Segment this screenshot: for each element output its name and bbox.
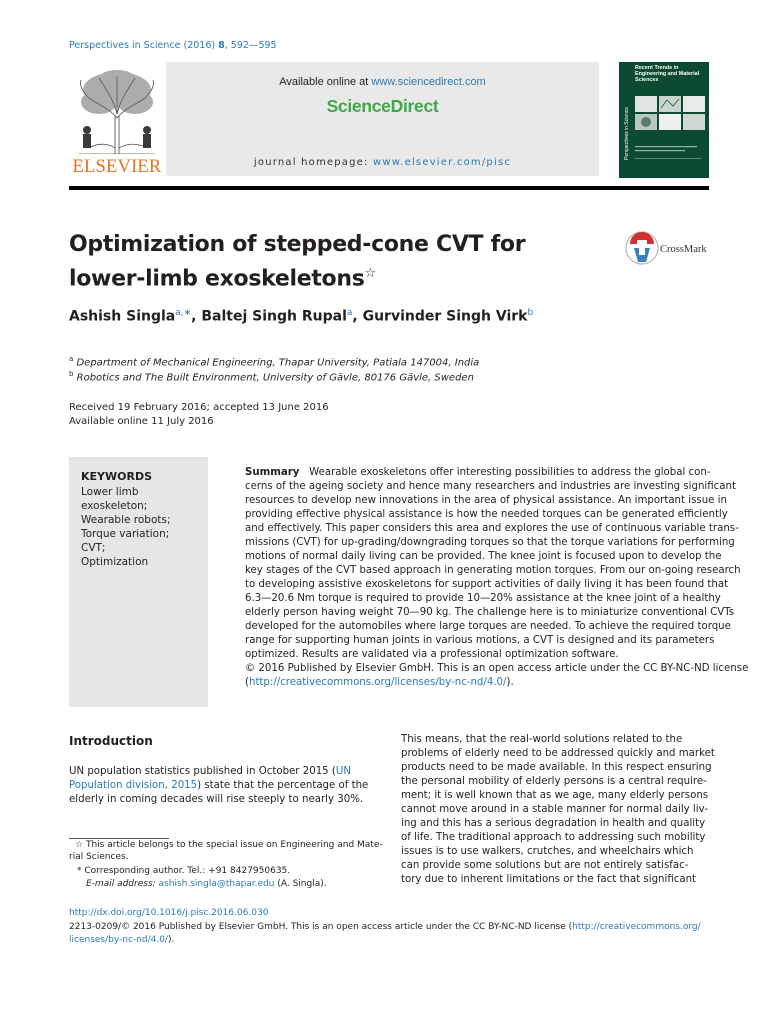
header-rule: [69, 186, 709, 190]
title-line-2: [69, 259, 589, 293]
journal-name: Perspectives in Science (2016): [69, 40, 216, 51]
license-open: (: [245, 677, 249, 688]
homepage-prefix: journal homepage:: [253, 157, 373, 168]
journal-cover-image[interactable]: [619, 62, 709, 178]
intro-line: [69, 780, 368, 791]
homepage-link[interactable]: www.elsevier.com/pisc: [373, 157, 512, 168]
cover-title: Recent Trends in Engineering and Material Sciences: [635, 65, 700, 84]
footnote-email: [86, 879, 327, 889]
author-affiliation-mark[interactable]: b: [527, 308, 534, 318]
summary-line: key stages of the CVT based approach in generating motion torques. From our on-going research: [245, 565, 741, 576]
journal-volume: 8: [218, 40, 225, 51]
sciencedirect-link[interactable]: www.sciencedirect.com: [371, 76, 486, 88]
introduction-heading: Introduction: [69, 734, 153, 748]
footnote-rule: [69, 838, 169, 839]
svg-text:Perspectives in Science: Perspectives in Science: [624, 106, 630, 160]
available-prefix: Available online at: [279, 76, 372, 88]
affiliation-b: [69, 370, 474, 383]
keyword-item: Torque variation;: [81, 528, 170, 540]
body-line: cannot move around in a stable manner for normal daily liv-: [401, 804, 709, 815]
keyword-item: exoskeleton;: [81, 500, 148, 512]
journal-pages: , 592—595: [224, 40, 277, 51]
author-separator: ,: [191, 308, 202, 325]
doi-link[interactable]: http://dx.doi.org/10.1016/j.pisc.2016.06.030: [69, 908, 269, 918]
body-line: This means, that the real-world solutions related to the: [401, 734, 683, 745]
keyword-item: Wearable robots;: [81, 514, 171, 526]
license-close: ).: [506, 677, 514, 688]
summary-line: 6.3—20.6 Nm torque is required to provide 10—20% assistance at the knee joint of a healthy: [245, 593, 721, 604]
journal-reference[interactable]: [69, 40, 277, 51]
affiliation-mark: b: [69, 370, 74, 378]
summary-line: [245, 467, 710, 478]
affiliation-mark: a: [69, 355, 74, 363]
body-line: of life. The traditional approach to addressing such mobility: [401, 832, 706, 843]
author-separator: ,: [352, 308, 363, 325]
summary-line: and effectively. This paper considers this area and explores the use of continuous variable trans-: [245, 523, 739, 534]
summary-line: cerns of the ageing society and hence many researchers and industries are investing significant: [245, 481, 736, 492]
citation-link[interactable]: UN: [335, 766, 351, 777]
author-name: Gurvinder Singh Virk: [362, 308, 528, 325]
summary-line: providing effective physical assistance is how the needed torques can be generated efficiently: [245, 509, 728, 520]
body-line: can provide some solutions but are not entirely satisfac-: [401, 860, 689, 871]
license-link-cont[interactable]: licenses/by-nc-nd/4.0/: [69, 935, 168, 945]
license-link[interactable]: http://creativecommons.org/: [572, 922, 701, 932]
footnote-star: [75, 840, 383, 850]
intro-line: [69, 766, 351, 777]
summary-license-line: [245, 677, 710, 688]
crossmark-icon[interactable]: [625, 230, 715, 266]
body-line: ing and this has a serious degradation in health and quality: [401, 818, 706, 829]
summary-line-text: Wearable exoskeletons offer interesting possibilities to address the global con-: [309, 467, 711, 478]
body-line: the personal mobility of elderly persons is a central require-: [401, 776, 707, 787]
email-label: E-mail address:: [86, 879, 156, 889]
author-list: [69, 308, 669, 325]
crossmark-label: CrossMark: [660, 244, 707, 255]
summary-line: optimized. Results are validated via a professional optimization software.: [245, 649, 619, 660]
summary-line: motions of normal daily living can be provided. The knee joint is focused upon to develop the: [245, 551, 722, 562]
summary-line: developed for the automobiles where large torques are needed. To achieve the required torque: [245, 621, 731, 632]
keyword-item: Lower limb: [81, 486, 139, 498]
title-line-1: Optimization of stepped-cone CVT for: [69, 232, 526, 257]
body-line: issues is to use walkers, crutches, and wheelchairs which: [401, 846, 694, 857]
footnote-text: Corresponding author. Tel.: +91 8427950635.: [84, 866, 291, 876]
affiliation-a: [69, 355, 479, 368]
journal-homepage: [166, 157, 599, 168]
intro-text: UN population statistics published in October 2015 (: [69, 766, 336, 777]
summary-line: to developing assistive exoskeletons for support activities of daily living it has been found that: [245, 579, 729, 590]
keyword-item: Optimization: [81, 556, 149, 568]
footnote-star-mark: ☆: [75, 840, 84, 850]
sciencedirect-logo: ScienceDirect: [326, 96, 439, 116]
body-line: products need to be made available. In this respect ensuring: [401, 762, 712, 773]
body-line: ment; it is well known that as we age, many elderly persons: [401, 790, 709, 801]
summary-line: elderly person having weight 70—90 kg. The challenge here is to miniaturize conventional CVTs: [245, 607, 735, 618]
email-link[interactable]: ashish.singla@thapar.edu: [158, 879, 275, 889]
intro-line: elderly in coming decades will rise steeply to nearly 30%.: [69, 794, 364, 805]
keyword-item: CVT;: [81, 542, 106, 554]
received-date: Received 19 February 2016; accepted 13 June 2016: [69, 402, 329, 413]
summary-line: range for supporting human joints in various motions, a CVT is designed and its parameters: [245, 635, 715, 646]
summary-line: © 2016 Published by Elsevier GmbH. This is an open access article under the CC BY-NC-ND license: [245, 663, 749, 674]
article-title: [69, 230, 589, 293]
footnote-corresponding: [77, 866, 290, 876]
cover-figure-thumbnails: [635, 96, 705, 132]
issn-line-2: [69, 935, 174, 945]
affiliation-text: Robotics and The Built Environment, University of Gävle, 80176 Gävle, Sweden: [76, 372, 474, 384]
issn-line: [69, 922, 701, 932]
cover-side-label: [621, 82, 631, 162]
summary-line: missions (CVT) for up-grading/downgrading torques so that the torque variations for performing: [245, 537, 735, 548]
body-line: problems of elderly need to be addressed quickly and market: [401, 748, 715, 759]
summary-license-link[interactable]: http://creativecommons.org/licenses/by-nc-nd/4.0/: [248, 677, 507, 688]
summary-line: resources to develop new innovations in the area of physical assistance. An important issue in: [245, 495, 727, 506]
author-name: Baltej Singh Rupal: [201, 308, 347, 325]
citation-link[interactable]: Population division, 2015: [69, 780, 198, 791]
email-post: (A. Singla).: [274, 879, 327, 889]
footnote-star-cont: rial Sciences.: [69, 852, 129, 862]
footnote-corr-mark: *: [77, 866, 82, 876]
issn-text: 2213-0209/© 2016 Published by Elsevier GmbH. This is an open access article under the CC BY-NC-ND license (: [69, 922, 573, 932]
cover-footer-lines: [635, 144, 705, 164]
title-footnote-star[interactable]: ☆: [364, 266, 376, 281]
summary-label: Summary: [245, 467, 300, 478]
elsevier-wordmark: ELSEVIER: [72, 157, 162, 177]
available-online: [166, 76, 599, 88]
online-date: Available online 11 July 2016: [69, 416, 214, 427]
affiliation-text: Department of Mechanical Engineering, Thapar University, Patiala 147004, India: [76, 357, 480, 369]
keywords-heading: KEYWORDS: [81, 470, 153, 483]
elsevier-tree-logo: [69, 68, 165, 154]
author-name: Ashish Singla: [69, 308, 176, 325]
body-line: tory due to inherent limitations or the fact that significant: [401, 874, 697, 885]
intro-text: ) state that the percentage of the: [197, 780, 369, 791]
issn-text: ).: [167, 935, 175, 945]
author-affiliation-mark[interactable]: a: [346, 308, 353, 318]
footnote-text: This article belongs to the special issue on Engineering and Mate-: [85, 840, 383, 850]
author-affiliation-mark[interactable]: a,∗: [175, 308, 192, 318]
title-line-2-text: lower-limb exoskeletons: [69, 266, 365, 292]
